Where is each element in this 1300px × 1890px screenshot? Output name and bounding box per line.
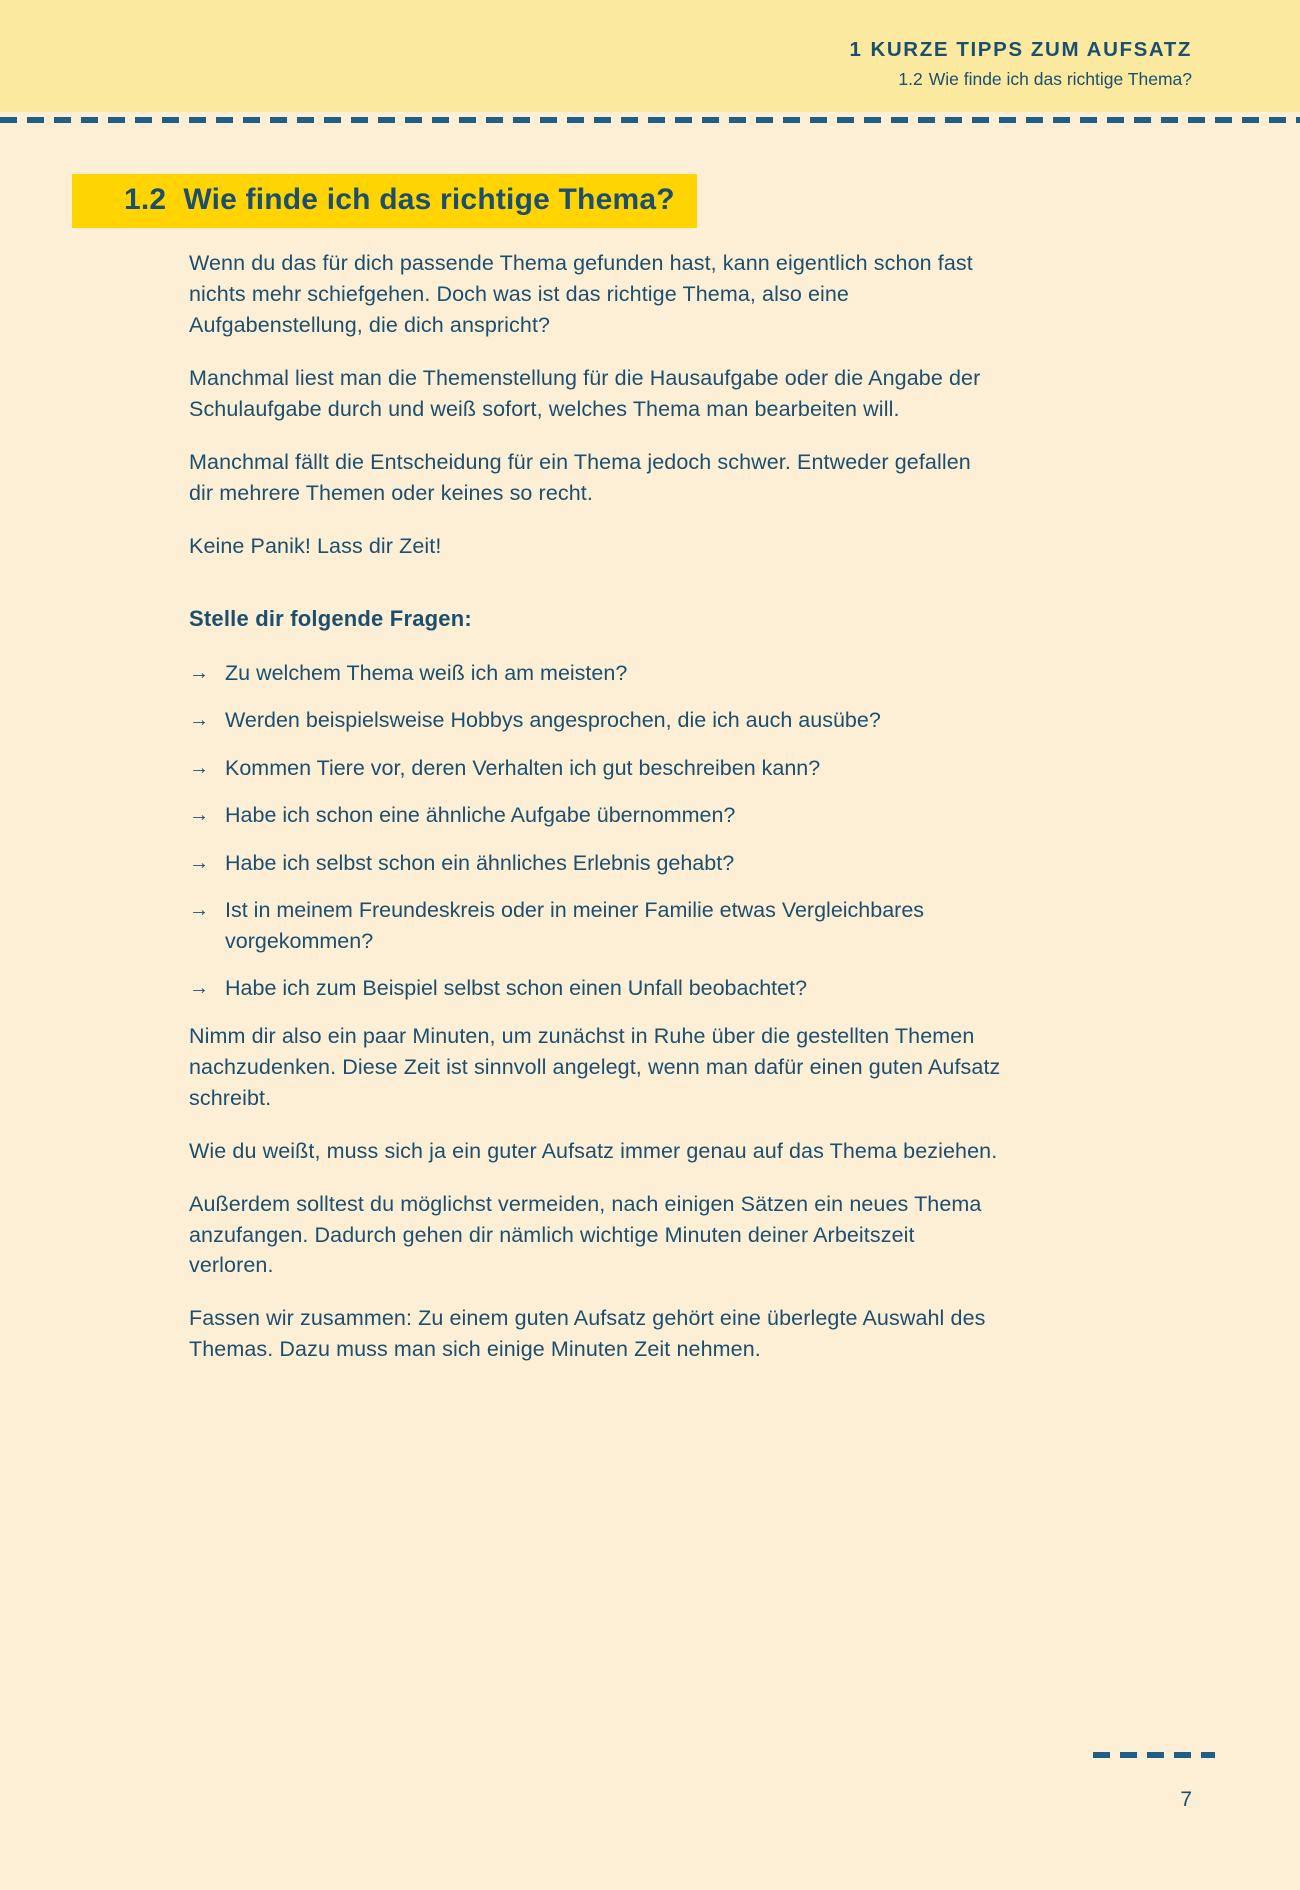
list-item [189,895,1001,956]
running-head-section [849,68,1192,92]
list-item-text: Kommen Tiere vor, deren Verhalten ich gut beschreiben kann? [225,755,821,780]
section-title-text: Wie finde ich das richtige Thema? [183,183,675,216]
questions-list [189,658,1001,1004]
intro-paragraph: Manchmal fällt die Entscheidung für ein Thema jedoch schwer. Entweder gefallen dir mehrere Themen oder keines so recht. [189,449,971,505]
questions-heading: Stelle dir folgende Fragen: [189,605,472,631]
closing-paragraph: Wie du weißt, muss sich ja ein guter Aufsatz immer genau auf das Thema beziehen. [189,1138,998,1163]
closing-paragraph: Fassen wir zusammen: Zu einem guten Aufsatz gehört eine überlegte Auswahl des Themas. Dazu muss man sich einige Minuten Zeit nehmen. [189,1306,986,1362]
page-content [189,248,1001,1387]
closing-paragraph: Nimm dir also ein paar Minuten, um zunächst in Ruhe über die gestellten Themen nachzudenken. Diese Zeit ist sinnvoll angelegt, wenn man dafür einen guten Aufsatz schreibt. [189,1023,1001,1110]
list-item [189,753,1001,784]
arrow-right-icon: → [189,756,209,779]
dashed-rule-bottom [1093,1752,1215,1758]
dashed-rule-top [0,117,1300,123]
running-head-chapter-title: KURZE TIPPS ZUM AUFSATZ [870,38,1192,61]
running-head-chapter-number: 1 [849,38,863,61]
section-title-banner [72,174,697,228]
list-item [189,848,1001,879]
section-title-number: 1.2 [124,183,167,216]
arrow-right-icon: → [189,709,209,732]
list-item-text: Habe ich schon eine ähnliche Aufgabe übernommen? [225,803,736,828]
arrow-right-icon: → [189,661,209,684]
running-head-chapter [849,38,1192,63]
closing-paragraph: Außerdem solltest du möglichst vermeiden, nach einigen Sätzen ein neues Thema anzufangen. Dadurch gehen dir nämlich wichtige Minuten deiner Arbeitszeit verloren. [189,1191,982,1278]
running-head [849,38,1192,91]
list-item-text: Habe ich zum Beispiel selbst schon einen Unfall beobachtet? [225,976,808,1001]
running-head-section-title: Wie finde ich das richtige Thema? [928,68,1192,89]
intro-paragraph: Keine Panik! Lass dir Zeit! [189,533,442,558]
list-item-text: Ist in meinem Freundeskreis oder in meiner Familie etwas Vergleichbares vorgekommen? [225,898,925,953]
arrow-right-icon: → [189,899,209,922]
list-item [189,658,1001,689]
arrow-right-icon: → [189,804,209,827]
list-item [189,973,1001,1004]
list-item [189,800,1001,831]
page-number: 7 [1180,1788,1192,1811]
arrow-right-icon: → [189,851,209,874]
list-item-text: Werden beispielsweise Hobbys angesprochen, die ich auch ausübe? [225,708,881,733]
intro-paragraph: Manchmal liest man die Themenstellung für die Hausaufgabe oder die Angabe der Schulaufgabe durch und weiß sofort, welches Thema man bearbeiten will. [189,365,981,421]
arrow-right-icon: → [189,977,209,1000]
intro-paragraph: Wenn du das für dich passende Thema gefunden hast, kann eigentlich schon fast nichts mehr schiefgehen. Doch was ist das richtige Thema, also eine Aufgabenstellung, die dich anspricht? [189,251,973,337]
list-item-text: Zu welchem Thema weiß ich am meisten? [225,660,628,685]
running-head-band [0,0,1300,112]
list-item [189,705,1001,736]
list-item-text: Habe ich selbst schon ein ähnliches Erlebnis gehabt? [225,850,735,875]
running-head-section-number: 1.2 [898,68,923,89]
